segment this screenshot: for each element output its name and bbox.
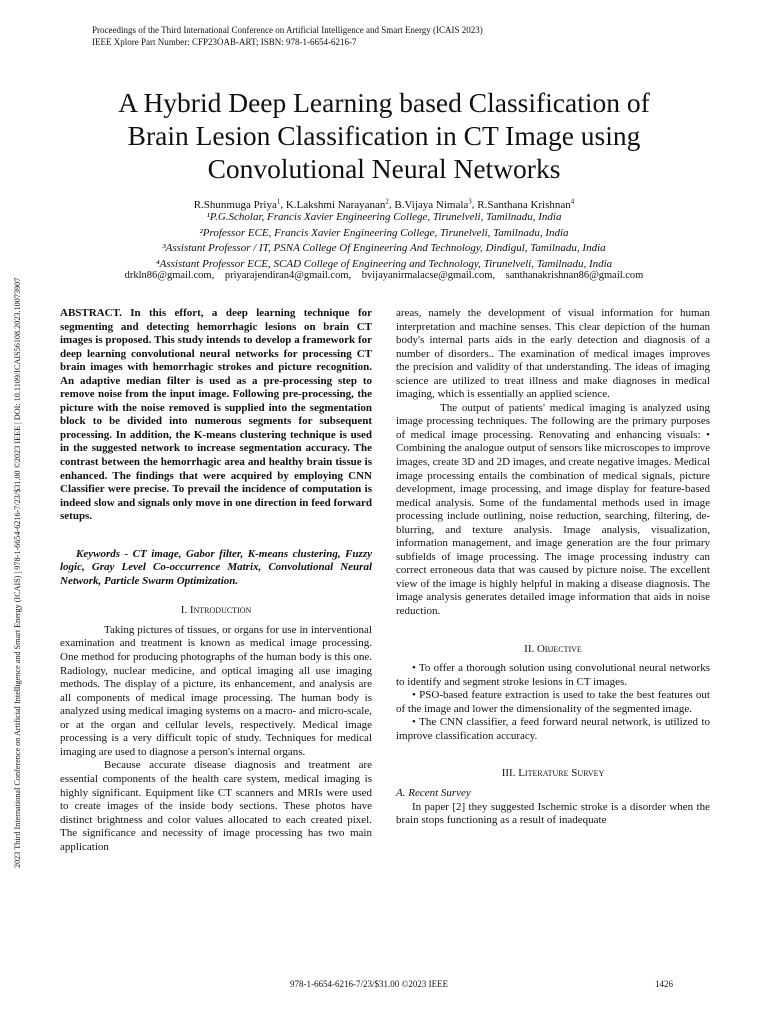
author: R.Santhana Krishnan$^4$ [477, 197, 575, 211]
intro-paragraph-3: areas, namely the development of visual information for human interpretation and machine senses. This clear depiction of the human body's internal parts aids in the early detection and diagnosis of a number of disorders.. The examination of medical images improves the precision and validity of that understanding. The ideas of imaging science are utilized to treat illness and make diagnoses in medical imaging, which is essentially an applied science. [396, 307, 710, 401]
conference-header [92, 24, 483, 48]
page-number: 1426 [655, 979, 673, 989]
intro-paragraph-1: Taking pictures of tissues, or organs for use in interventional examination and treatment is known as medical image processing. One method for producing photographs of the human body is this one. Radiology, nuclear medicine, and optical imaging all use imaging methods. The display of a picture, its enhancement, and analysis are all components of medical image processing. The human body is analyzed using medical imaging systems on a macro- and micro-scale, or at the organ and cellular levels, respectively. Medical image processing is a very difficult topic of study. Techniques for medical imaging are used to diagnose a person's internal organs. [60, 623, 372, 758]
intro-paragraph-2: Because accurate disease diagnosis and treatment are essential components of the health care system, medical imaging is highly significant. Equipment like CT scanners and MRIs were used to create images of the inside body sections. These photos have distinct brightness and color values allocated to each created pixel. The significance and necessity of image processing has two main application [60, 759, 372, 853]
email-link[interactable]: santhanakrishnan86@gmail.com [505, 270, 644, 281]
affiliation-1: ¹P.G.Scholar, Francis Xavier Engineering College, Tirunelveli, Tamilnadu, India [206, 211, 562, 223]
affiliations [60, 210, 708, 272]
author-list: R.Shunmuga Priya$^1$, K.Lakshmi Narayanan$^2$, B.Vijaya Nimala$^3$, R.Santhana Krishnan$^4$ [193, 197, 575, 211]
affiliation-2: ²Professor ECE, Francis Xavier Engineering College, Tirunelveli, Tamilnadu, India [199, 226, 569, 239]
abstract: ABSTRACT. In this effort, a deep learning technique for segmenting and detecting hemorrhagic lesions on brain CT images is proposed. This study intends to develop a framework for deep learning convolutional neural networks for processing CT brain images with hemorrhagic strokes and picture recognition. An adaptive median filter is used as a pre-processing step to remove noise from the input image. Following pre-processing, the picture with the noise removed is supplied into the segmentation block to be divided into numerous segments for subsequent processing. In addition, the K-means clustering technique is used in the suggested network to increase segmentation accuracy. The contrast between the hemorrhagic area and healthy brain tissue is enhanced. The findings that were acquired by employing CNN Classifier were precise. To prevail the incidence of computation is indeed slow and signals only move in one direction in feed forward setups. [60, 307, 372, 523]
right-column [396, 307, 710, 828]
section-heading-introduction: I. Introduction [180, 604, 252, 617]
literature-paragraph-1: In paper [2] they suggested Ischemic stroke is a disorder when the brain stops functioning as a result of inadequate [396, 800, 710, 827]
title-line-1: A Hybrid Deep Learning based Classification of [118, 87, 650, 118]
header-line-1: Proceedings of the Third International Conference on Artificial Intelligence and Smart Energy (ICAIS 2023) [92, 25, 483, 35]
objective-bullet-2: • PSO-based feature extraction is used to take the best features out of the image and lower the dimensionality of the segmented image. [396, 689, 710, 715]
author: R.Shunmuga Priya$^1$ [193, 197, 281, 211]
objective-bullet-3: • The CNN classifier, a feed forward neural network, is utilized to improve classification accuracy. [396, 716, 710, 742]
left-column [60, 307, 372, 854]
paper-title [60, 86, 708, 185]
header-line-2: IEEE Xplore Part Number: CFP23OAB-ART; ISBN: 978-1-6654-6216-7 [92, 37, 357, 47]
affiliation-4: ⁴Assistant Professor ECE, SCAD College of Engineering and Technology, Tirunelveli, Tamilnadu, India [155, 257, 613, 270]
email-link[interactable]: drkln86@gmail.com, [124, 270, 215, 281]
keywords: Keywords - CT image, Gabor filter, K-means clustering, Fuzzy logic, Gray Level Co-occurrence Matrix, Convolutional Neural Network, Particle Swarm Optimization. [60, 547, 372, 587]
subsection-heading-recent-survey: A. Recent Survey [396, 786, 471, 799]
sidebar-citation [12, 158, 26, 868]
footer-copyright: 978-1-6654-6216-7/23/$31.00 ©2023 IEEE [290, 979, 449, 989]
title-line-3: Convolutional Neural Networks [207, 153, 561, 184]
email-link[interactable]: priyarajendiran4@gmail.com, [224, 270, 352, 281]
section-heading-objective: II. Objective [524, 642, 582, 655]
author: K.Lakshmi Narayanan$^2$ [285, 197, 389, 211]
section-heading-literature-survey: III. Literature Survey [501, 767, 605, 780]
author: B.Vijaya Nimala$^3$ [394, 197, 472, 211]
intro-paragraph-4: The output of patients' medical imaging is analyzed using image processing techniques. The following are the primary purposes of medical image processing. Renovating and enhancing visuals: • Combining the analogue output of sensors like microscopes to improve images, create 3D and 2D images, and create negative images. Medical image processing entails the combination of medical signals, picture development, image processing, and image display for feature-based medical analysis. Some of the fundamental methods used in image processing include outlining, noise reduction, searching, filtering, de-blurring, and texture analysis. Image analysis, visualization, information management, and image generation are the four primary subfields of image processing. The image processing industry can correct erroneous data that was caused by picture noise. The excellent view of the image is highly helpful in making a disease diagnosis. The image analysis generates detailed image information that aids in noise reduction. [396, 401, 710, 618]
email-list [60, 269, 708, 283]
sidebar-citation-text: 2023 Third International Conference on Artificial Intelligence and Smart Energy (ICAIS) | 978-1-6654-6216-7/23/$31.00 ©2023 IEEE | DOI: 10.1109/ICAIS56108.2023.10073907 [13, 277, 22, 868]
email-link[interactable]: bvijayanirmalacse@gmail.com, [361, 270, 496, 281]
title-line-2: Brain Lesion Classification in CT Image using [127, 120, 641, 151]
objective-bullet-1: • To offer a thorough solution using convolutional neural networks to identify and segment stroke lesions in CT images. [396, 662, 710, 688]
affiliation-3: ³Assistant Professor / IT, PSNA College Of Engineering And Technology, Dindigul, Tamilnadu, India [162, 242, 606, 255]
